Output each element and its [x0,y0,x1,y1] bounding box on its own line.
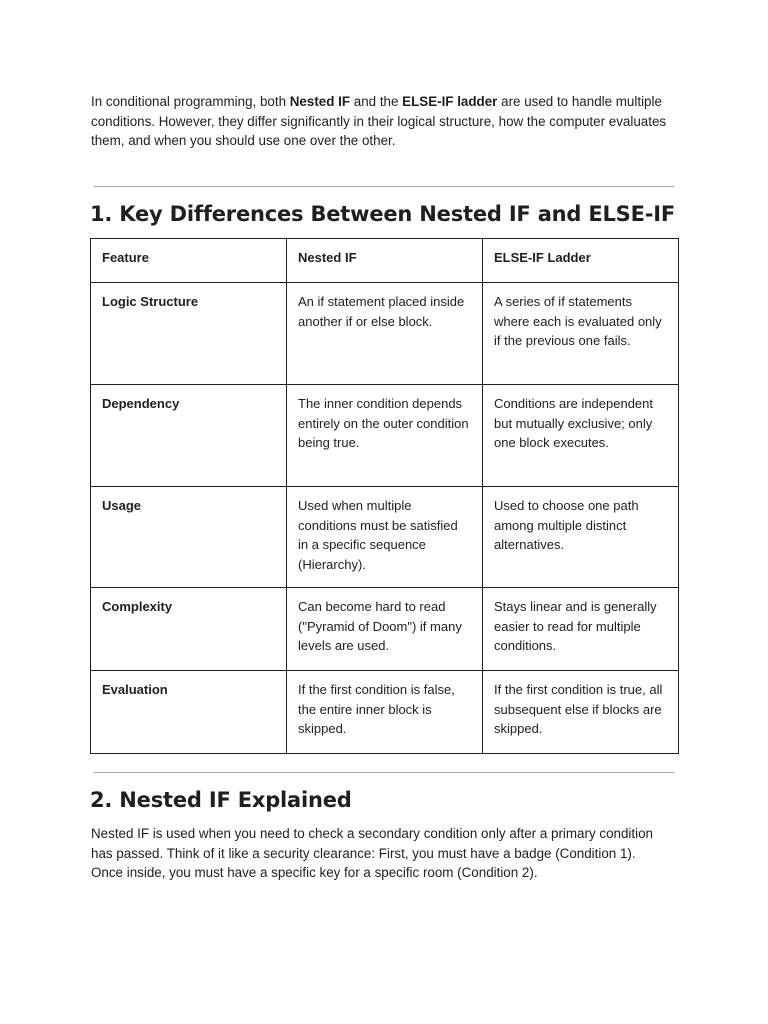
table-header-cell: Nested IF [287,239,483,283]
feature-cell: Evaluation [91,671,287,754]
nested-if-cell: If the first condition is false, the entire inner block is skipped. [287,671,483,754]
feature-cell: Usage [91,487,287,588]
table-header-row [91,239,679,283]
else-if-cell: A series of if statements where each is evaluated only if the previous one fails. [483,283,679,385]
section2-heading: 2. Nested IF Explained [90,788,352,812]
intro-text-3: are used to handle multiple conditions. However, they differ significantly in their logical structure, how the computer evaluates them, and when you should use one over the other. [91,94,667,148]
else-if-cell: If the first condition is true, all subsequent else if blocks are skipped. [483,671,679,754]
table-row [91,588,679,671]
feature-cell: Complexity [91,588,287,671]
intro-paragraph [91,92,671,151]
feature-cell: Dependency [91,385,287,487]
table-row [91,385,679,487]
intro-text-2: and the [350,94,403,109]
table-row [91,283,679,385]
nested-if-cell: The inner condition depends entirely on the outer condition being true. [287,385,483,487]
nested-if-cell: An if statement placed inside another if or else block. [287,283,483,385]
feature-cell: Logic Structure [91,283,287,385]
intro-bold-else-if-ladder: ELSE-IF ladder [402,94,498,109]
section-divider-1 [94,186,674,187]
else-if-cell: Conditions are independent but mutually exclusive; only one block executes. [483,385,679,487]
table-row [91,671,679,754]
intro-bold-nested-if: Nested IF [289,94,351,109]
table-header-cell: Feature [91,239,287,283]
section1-heading: 1. Key Differences Between Nested IF and ELSE-IF [90,202,676,226]
comparison-table [90,238,679,754]
intro-text-1: In conditional programming, both [91,94,290,109]
section2-paragraph: Nested IF is used when you need to check a secondary condition only after a primary condition has passed. Think of it like a security clearance: First, you must have a badge (Condition 1). Once inside, you must have a specific key for a specific room (Condition 2). [91,826,653,880]
nested-if-cell: Can become hard to read ("Pyramid of Doom") if many levels are used. [287,588,483,671]
else-if-cell: Used to choose one path among multiple distinct alternatives. [483,487,679,588]
table-header-cell: ELSE-IF Ladder [483,239,679,283]
else-if-cell: Stays linear and is generally easier to read for multiple conditions. [483,588,679,671]
section-divider-2 [94,772,674,773]
nested-if-cell: Used when multiple conditions must be satisfied in a specific sequence (Hierarchy). [287,487,483,588]
table-row [91,487,679,588]
